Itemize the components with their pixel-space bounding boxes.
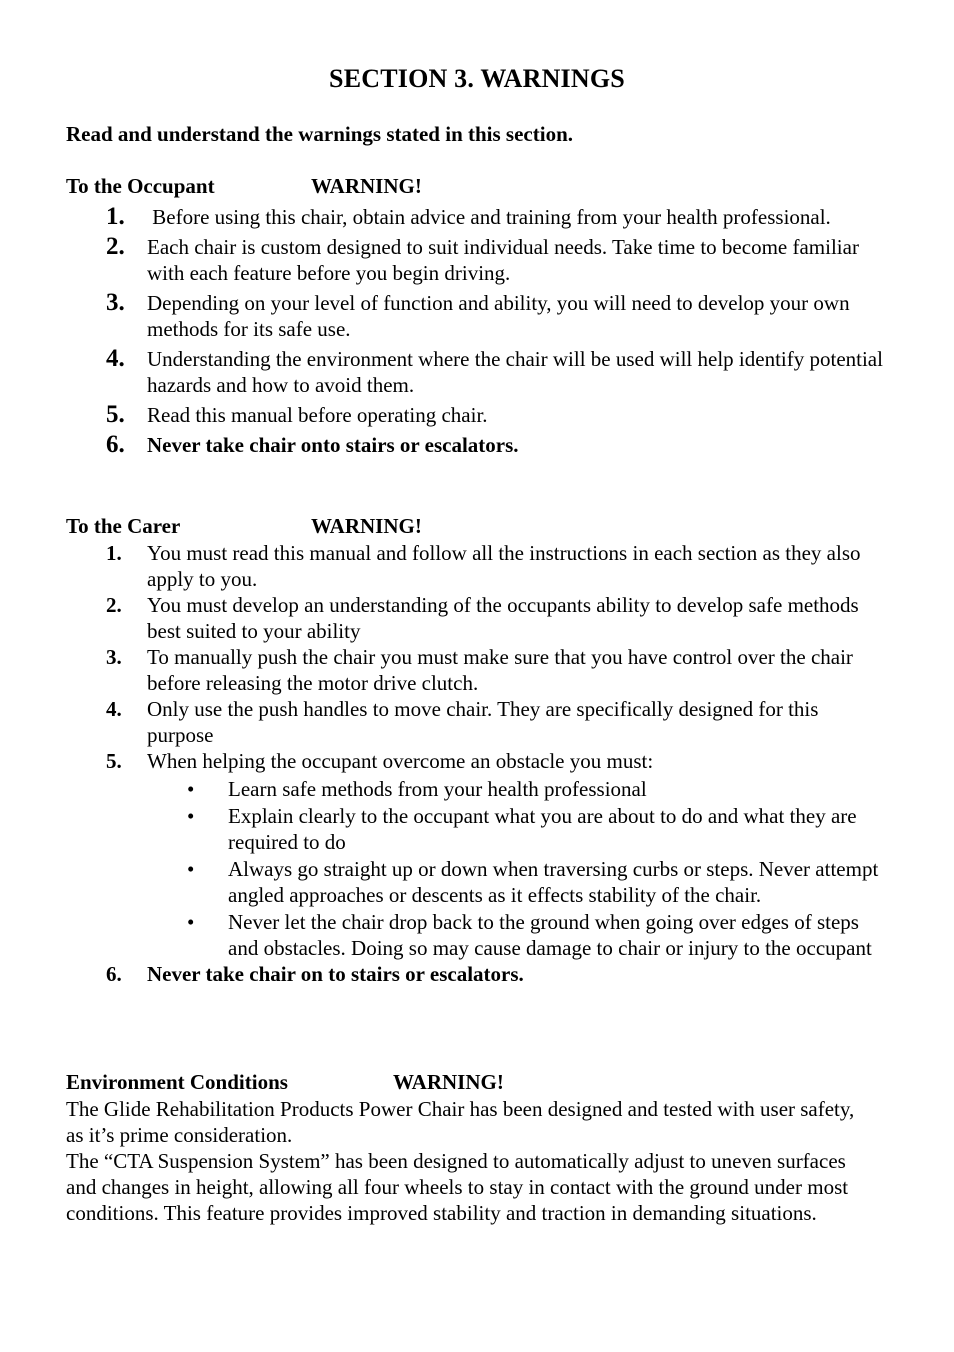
list-text: Understanding the environment where the chair will be used will help identify potential hazards and how to avoid them.: [147, 347, 883, 397]
carer-heading: To the Carer: [66, 514, 181, 538]
list-text: You must develop an understanding of the occupants ability to develop safe methods best suited to your ability: [147, 593, 859, 643]
carer-warning-label: WARNING!: [311, 514, 422, 538]
list-number: 6.: [106, 962, 122, 986]
bullet-text: Always go straight up or down when traversing curbs or steps. Never attempt angled approaches or descents as it effects stability of the chair.: [228, 857, 879, 907]
bullet-symbol: •: [187, 777, 195, 801]
list-item: [66, 748, 886, 961]
obstacle-bullet-list: [147, 776, 886, 961]
occupant-header: [66, 174, 886, 200]
list-item: [66, 402, 886, 428]
bullet-symbol: •: [187, 804, 195, 828]
carer-warning-list: [66, 540, 886, 987]
bullet-text: Learn safe methods from your health professional: [228, 777, 647, 801]
bullet-text: Never let the chair drop back to the ground when going over edges of steps and obstacles. Doing so may cause damage to chair or injury to the occupant: [228, 910, 872, 960]
list-number: 5.: [106, 749, 122, 773]
occupant-section: [66, 174, 886, 458]
list-number: 4.: [106, 697, 122, 721]
occupant-warning-label: WARNING!: [311, 174, 422, 198]
carer-header: [66, 514, 886, 540]
list-number: 4.: [106, 345, 125, 372]
list-text: You must read this manual and follow all the instructions in each section as they also apply to you.: [147, 541, 861, 591]
occupant-warning-list: [66, 204, 886, 458]
list-item: [66, 432, 886, 458]
list-item: [66, 696, 886, 748]
list-text: Each chair is custom designed to suit individual needs. Take time to become familiar with each feature before you begin driving.: [147, 235, 859, 285]
environment-heading: Environment Conditions: [66, 1070, 288, 1094]
list-item: [66, 961, 886, 987]
list-text: Read this manual before operating chair.: [147, 403, 488, 427]
list-number: 3.: [106, 645, 122, 669]
bullet-symbol: •: [187, 910, 195, 934]
list-item: [66, 204, 886, 230]
list-item: [66, 592, 886, 644]
list-item: [66, 540, 886, 592]
bullet-item: [66, 856, 886, 908]
environment-header: [66, 1070, 866, 1096]
intro-text: Read and understand the warnings stated in this section.: [66, 122, 573, 146]
list-number: 1.: [106, 541, 122, 565]
page-title: SECTION 3. WARNINGS: [329, 64, 625, 93]
bullet-item: [66, 776, 886, 802]
list-number: 2.: [106, 593, 122, 617]
list-number: 6.: [106, 431, 125, 458]
bullet-item: [66, 803, 886, 855]
environment-paragraph: The Glide Rehabilitation Products Power Chair has been designed and tested with user safety, as it’s prime consideration.: [66, 1097, 855, 1147]
bullet-text: Explain clearly to the occupant what you are about to do and what they are required to do: [228, 804, 857, 854]
list-number: 5.: [106, 401, 125, 428]
list-text: Only use the push handles to move chair. They are specifically designed for this purpose: [147, 697, 819, 747]
list-text: Depending on your level of function and ability, you will need to develop your own methods for its safe use.: [147, 291, 850, 341]
environment-warning-label: WARNING!: [393, 1070, 504, 1094]
list-text: To manually push the chair you must make sure that you have control over the chair before releasing the motor drive clutch.: [147, 645, 853, 695]
list-text: Before using this chair, obtain advice and training from your health professional.: [147, 205, 831, 229]
list-item: [66, 346, 886, 398]
bullet-item: [66, 909, 886, 961]
environment-paragraph: The “CTA Suspension System” has been designed to automatically adjust to uneven surfaces and changes in height, allowing all four wheels to stay in contact with the ground under most conditions. This feature provides improved stability and traction in demanding situations.: [66, 1149, 849, 1225]
list-item: [66, 644, 886, 696]
bullet-symbol: •: [187, 857, 195, 881]
list-item: [66, 290, 886, 342]
carer-section: [66, 514, 886, 987]
list-number: 3.: [106, 289, 125, 316]
list-text: Never take chair onto stairs or escalators.: [147, 433, 519, 457]
list-number: 1.: [106, 203, 125, 230]
list-item: [66, 234, 886, 286]
list-text: When helping the occupant overcome an obstacle you must:: [147, 749, 654, 773]
environment-section: [66, 1070, 866, 1226]
occupant-heading: To the Occupant: [66, 174, 215, 198]
list-number: 2.: [106, 233, 125, 260]
list-text: Never take chair on to stairs or escalators.: [147, 962, 524, 986]
